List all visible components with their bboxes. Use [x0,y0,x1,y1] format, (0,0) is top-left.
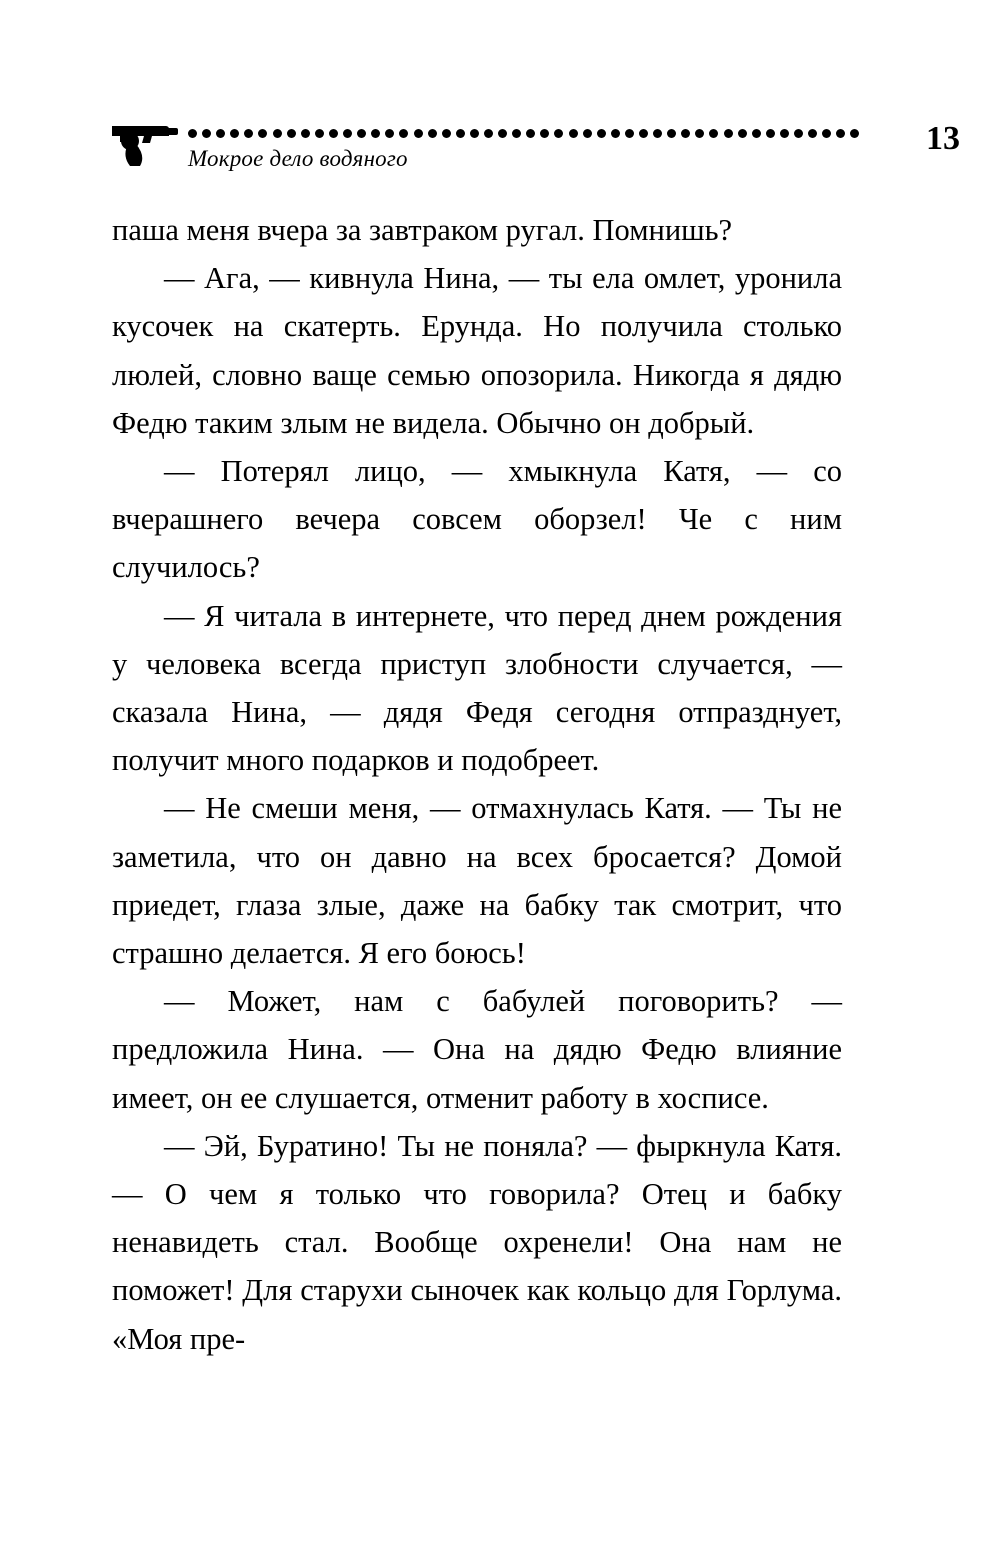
running-head [110,108,960,188]
paragraph: — Эй, Буратино! Ты не поняла? — фыркнула Катя. — О чем я только что говорила? Отец и бабку ненавидеть стал. Вообще охренели! Она нам не поможет! Для старухи сыночек как кольцо для Горлума. «Моя пре- [112,1128,842,1356]
paragraph: паша меня вчера за завтраком ругал. Помнишь? [112,213,733,247]
running-title: Мокрое дело водяного [188,146,408,171]
dotted-rule [188,126,860,140]
paragraph: — Может, нам с бабулей поговорить? — предложила Нина. — Она на дядю Федю влияние имеет, он ее слушается, отменит работу в хосписе. [112,984,842,1115]
paragraph: — Не смеши меня, — отмахнулась Катя. — Ты не заметила, что он давно на всех бросается? Домой приедет, глаза злые, даже на бабку так смотрит, что страшно делается. Я его боюсь! [112,791,842,971]
page-number: 13 [926,120,960,157]
paragraph: — Ага, — кивнула Нина, — ты ела омлет, уронила кусочек на скатерть. Ерунда. Но получила столько люлей, словно ваще семью опозорила. Никогда я дядю Федю таким злым не видела. Обычно он добрый. [112,261,842,440]
revolver-icon [110,122,180,168]
paragraph: — Я читала в интернете, что перед днем рождения у человека всегда приступ злобности случается, — сказала Нина, — дядя Федя сегодня отпразднует, получит много подарков и подобреет. [112,598,842,778]
body-text [112,206,842,1363]
paragraph: — Потерял лицо, — хмыкнула Катя, — со вчерашнего вечера совсем оборзел! Че с ним случилось? [112,454,842,585]
